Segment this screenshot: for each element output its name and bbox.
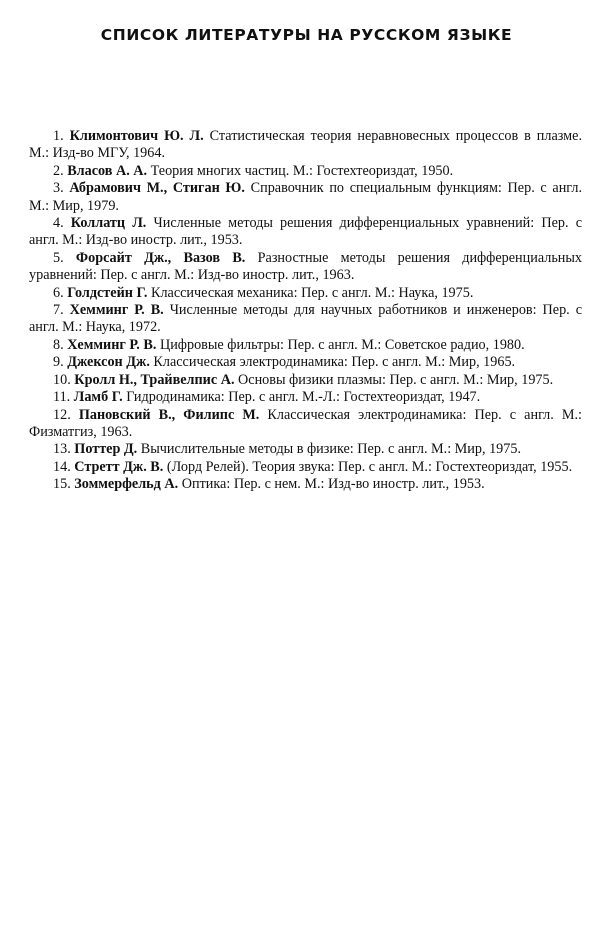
reference-number: 14.: [53, 458, 71, 475]
reference-authors: Пановский В., Филипс М.: [78, 406, 260, 423]
reference-number: 6.: [53, 284, 64, 301]
reference-text: (Лорд Релей). Теория звука: Пер. с англ. М.: Гостехтеориздат, 1955.: [166, 458, 573, 475]
reference-text: Вычислительные методы в физике: Пер. с англ. М.: Мир, 1975.: [140, 441, 522, 458]
reference-item: [29, 302, 582, 337]
reference-number: 5.: [53, 249, 64, 266]
reference-number: 15.: [53, 476, 71, 493]
reference-text: Цифровые фильтры: Пер. с англ. М.: Советское радио, 1980.: [159, 336, 525, 353]
reference-authors: Стретт Дж. В.: [74, 458, 164, 475]
reference-text: Справочник по специальным функциям: Пер. с англ. М.: Мир, 1979.: [29, 180, 583, 214]
reference-item: [29, 250, 582, 285]
reference-item: [29, 180, 582, 215]
reference-item: [29, 128, 582, 163]
reference-authors: Климонтович Ю. Л.: [69, 128, 204, 144]
reference-item: [29, 372, 582, 389]
reference-item: [29, 354, 582, 371]
reference-text: Численные методы для научных работников и инженеров: Пер. с англ. М.: Наука, 1972.: [29, 302, 582, 336]
reference-authors: Власов А. А.: [67, 162, 148, 179]
reference-text: Разностные методы решения дифференциальных уравнений: Пер. с англ. М.: Изд-во иностр. лит., 1963.: [29, 249, 583, 284]
reference-text: Классическая механика: Пер. с англ. М.: Наука, 1975.: [151, 284, 474, 301]
reference-item: [29, 441, 582, 458]
reference-item: [29, 407, 582, 442]
reference-authors: Абрамович М., Стиган Ю.: [69, 180, 245, 197]
reference-number: 12.: [53, 406, 71, 423]
reference-text: Гидродинамика: Пер. с англ. М.-Л.: Гостехтеориздат, 1947.: [126, 389, 481, 406]
reference-number: 7.: [53, 302, 64, 319]
reference-authors: Ламб Г.: [73, 389, 123, 406]
reference-number: 3.: [53, 180, 64, 197]
reference-text: Основы физики плазмы: Пер. с англ. М.: Мир, 1975.: [238, 371, 554, 388]
reference-text: Классическая электродинамика: Пер. с англ. М.: Физматгиз, 1963.: [29, 406, 582, 440]
reference-number: 13.: [53, 441, 71, 458]
reference-text: Классическая электродинамика: Пер. с англ. М.: Мир, 1965.: [153, 354, 516, 371]
reference-authors: Хемминг Р. В.: [69, 302, 164, 319]
reference-text: Теория многих частиц. М.: Гостехтеориздат, 1950.: [150, 162, 454, 179]
reference-authors: Голдстейн Г.: [67, 284, 148, 301]
reference-text: Статистическая теория неравновесных процессов в плазме. М.: Изд-во МГУ, 1964.: [29, 128, 582, 162]
reference-number: 2.: [53, 162, 64, 179]
reference-number: 8.: [53, 336, 64, 353]
reference-list: [29, 128, 582, 494]
reference-text: Оптика: Пер. с нем. М.: Изд-во иностр. лит., 1953.: [181, 476, 485, 493]
reference-authors: Форсайт Дж., Вазов В.: [75, 249, 246, 266]
reference-authors: Кролл Н., Трайвелпис А.: [74, 371, 235, 388]
reference-authors: Зоммерфельд А.: [74, 476, 179, 493]
reference-item: [29, 163, 582, 180]
reference-item: [29, 215, 582, 250]
reference-authors: Коллатц Л.: [70, 215, 147, 232]
page-title: СПИСОК ЛИТЕРАТУРЫ НА РУССКОМ ЯЗЫКЕ: [100, 26, 513, 44]
reference-item: [29, 459, 582, 476]
reference-number: 4.: [53, 215, 64, 232]
reference-number: 1.: [53, 128, 64, 144]
reference-item: [29, 285, 582, 302]
reference-item: [29, 337, 582, 354]
reference-authors: Хемминг Р. В.: [67, 336, 157, 353]
reference-number: 9.: [53, 354, 64, 371]
reference-item: [29, 389, 582, 406]
reference-text: Численные методы решения дифференциальных уравнений: Пер. с англ. М.: Изд-во иностр. лит., 1953.: [29, 215, 582, 249]
reference-authors: Поттер Д.: [74, 441, 138, 458]
reference-authors: Джексон Дж.: [67, 354, 150, 371]
reference-number: 10.: [53, 371, 71, 388]
reference-number: 11.: [53, 389, 71, 406]
reference-item: [29, 476, 582, 493]
